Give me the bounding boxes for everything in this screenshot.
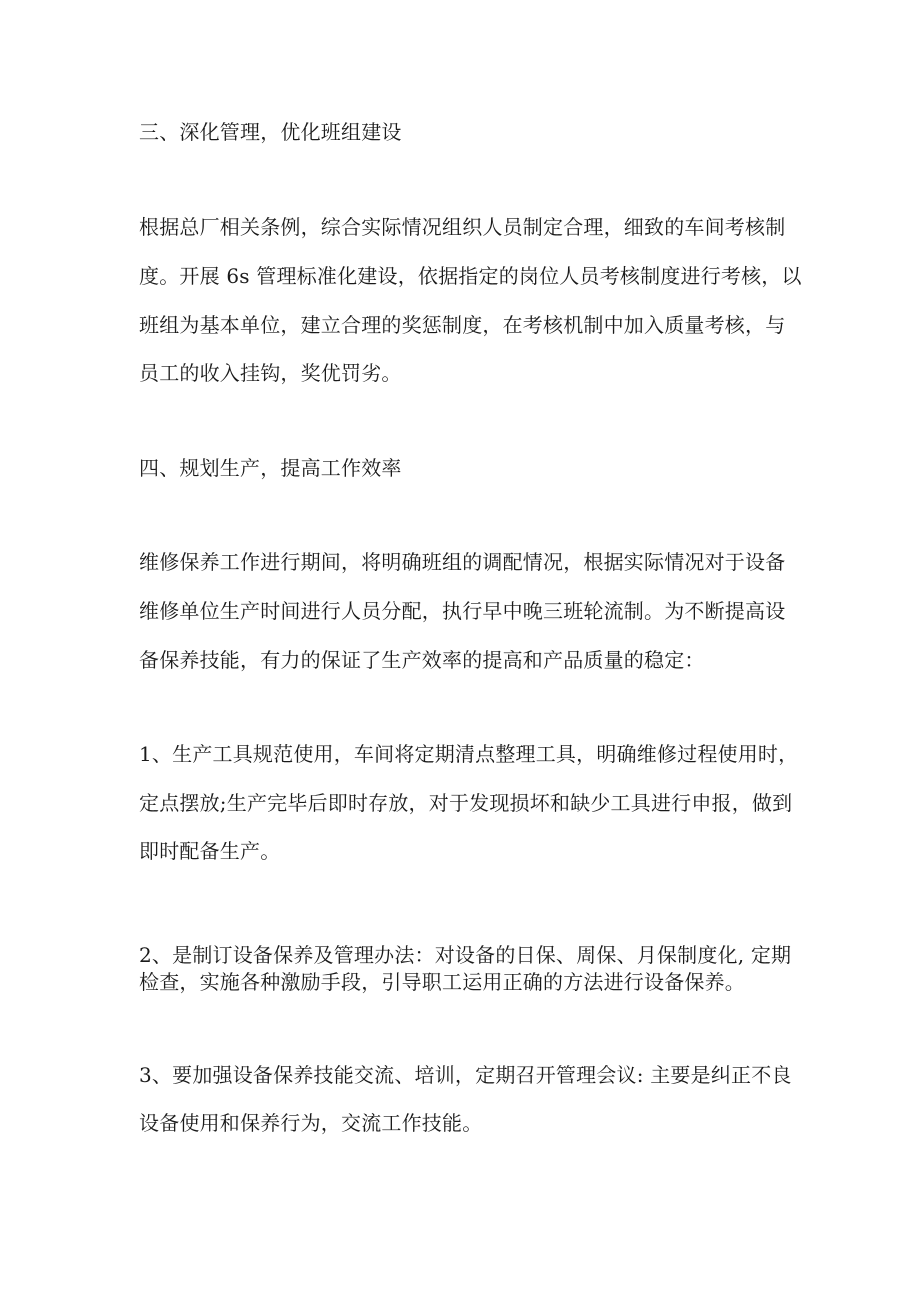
list-item-3-line: 3、要加强设备保养技能交流、培训，定期召开管理会议: 主要是纠正不良 [139,1063,792,1087]
section-4-paragraph-line: 备保养技能，有力的保证了生产效率的提高和产品质量的稳定： [139,648,705,672]
list-item-2-line: 检查，实施各种激励手段，引导职工运用正确的方法进行设备保养。 [139,970,745,994]
section-3-heading: 三、深化管理，优化班组建设 [139,120,402,144]
list-item-1-line: 定点摆放;生产完毕后即时存放，对于发现损坏和缺少工具进行申报，做到 [139,791,793,815]
list-item-1-line: 即时配备生产。 [139,839,281,863]
section-4-paragraph-line: 维修保养工作进行期间，将明确班组的调配情况，根据实际情况对于设备 [139,550,786,574]
section-4-paragraph-line: 维修单位生产时间进行人员分配，执行早中晚三班轮流制。为不断提高设 [139,599,786,623]
section-3-paragraph-line: 根据总厂相关条例，综合实际情况组织人员制定合理，细致的车间考核制 [139,215,786,239]
section-4-heading: 四、规划生产，提高工作效率 [139,456,402,480]
section-3-paragraph-line: 班组为基本单位，建立合理的奖惩制度，在考核机制中加入质量考核，与 [139,313,786,337]
list-item-2-line: 2、是制订设备保养及管理办法：对设备的日保、周保、月保制度化, 定期 [139,943,792,967]
section-3-paragraph-line: 员工的收入挂钩，奖优罚劣。 [139,361,402,385]
list-item-3-line: 设备使用和保养行为，交流工作技能。 [139,1111,483,1135]
section-3-paragraph-line: 度。开展 6s 管理标准化建设，依据指定的岗位人员考核制度进行考核，以 [139,264,802,288]
list-item-1-line: 1、生产工具规范使用，车间将定期清点整理工具，明确维修过程使用时， [139,742,799,766]
